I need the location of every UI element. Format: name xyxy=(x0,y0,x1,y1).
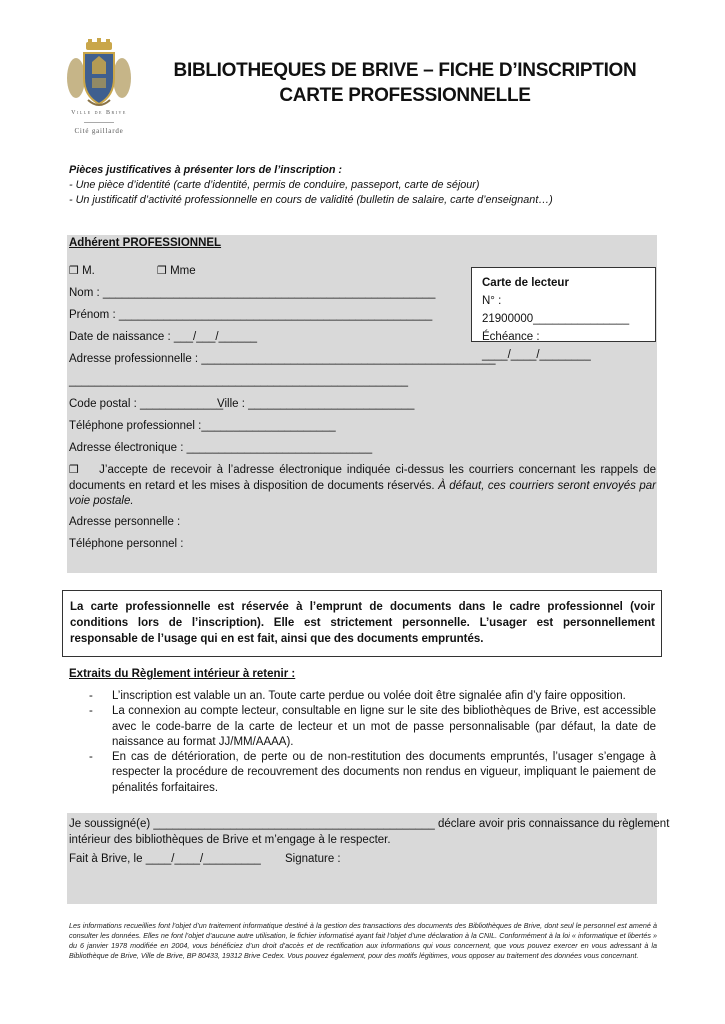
coat-of-arms-crest-icon xyxy=(62,38,136,112)
privacy-footer: Les informations recueillies font l’objet d’un traitement informatique destiné à la gestion des transactions des documents des Bibliothèques de Brive, dont seul le personnel est amené à consulter les données. Elles ne font l’objet d’aucune autre utilisation, le fichier informatisé ayant fait l’objet d’une déclaration à la CNIL. Conformément à la loi « informatique et libertés » du 6 janvier 1978 modifiée en 2004, vous bénéficiez d’un droit d’accès et de rectification aux informations qui vous concernent, que vous pouvez exercer en vous adressant à la Bibliothèque de Brive, Ville de Brive, BP 80433, 19312 Brive Cedex. Vous pouvez également, pour des motifs légitimes, vous opposer au traitement des données vous concernant. xyxy=(69,921,657,960)
rule-item xyxy=(69,704,656,750)
rules-list xyxy=(69,689,656,796)
member-section-title: Adhérent PROFESSIONNEL xyxy=(69,237,222,249)
declaration-line-1[interactable]: Je soussigné(e) ____________________________________________ déclare avoir pris connaissance du règlement xyxy=(69,818,670,830)
bullet-dash: - xyxy=(89,690,93,702)
field-date-naissance[interactable]: Date de naissance : ___/___/______ xyxy=(69,331,257,343)
field-code-postal[interactable]: Code postal : _____________ xyxy=(69,398,224,410)
required-document-item: - Une pièce d’identité (carte d’identité, permis de conduire, passeport, carte de séjour) xyxy=(69,179,480,191)
city-logo xyxy=(62,38,136,142)
email-consent xyxy=(69,462,656,510)
logo-divider xyxy=(84,122,114,123)
logo-city-name: Ville de Brive xyxy=(71,110,127,116)
checkbox-mrs[interactable]: ❒ xyxy=(157,264,167,277)
page-title xyxy=(150,58,660,108)
field-adresse-professionnelle-continued[interactable]: _____________________________________________________ xyxy=(69,375,408,387)
required-documents xyxy=(69,163,669,208)
rule-item xyxy=(69,689,656,704)
declaration-line-2: intérieur des bibliothèques de Brive et m’engage à le respecter. xyxy=(69,834,391,846)
rule-text: La connexion au compte lecteur, consultable en ligne sur le site des bibliothèques de Brive, est accessible avec le code-barre de la carte de lecteur et un mot de passe personnalisable (par défaut, la date de naissance au format JJ/MM/AAAA). xyxy=(112,705,656,748)
reader-card-expiry[interactable]: Échéance : ____/____/________ xyxy=(482,331,591,361)
field-adresse-professionnelle[interactable]: Adresse professionnelle : ______________________________________________ xyxy=(69,353,496,365)
label-mrs: Mme xyxy=(170,265,196,277)
field-telephone-personnel[interactable]: Téléphone personnel : xyxy=(69,538,184,550)
rule-text: L’inscription est valable un an. Toute carte perdue ou volée doit être signalée afin d’y faire opposition. xyxy=(112,690,626,702)
required-documents-heading: Pièces justificatives à présenter lors de l’inscription : xyxy=(69,164,343,176)
field-telephone-professionnel[interactable]: Téléphone professionnel :_____________________ xyxy=(69,420,336,432)
rule-item xyxy=(69,750,656,796)
field-signature[interactable]: Signature : xyxy=(285,853,341,865)
bullet-dash: - xyxy=(89,751,93,764)
logo-motto: Cité gaillarde xyxy=(74,127,124,135)
email-consent-fallback: À défaut, ces courriers seront envoyés par voie postale. xyxy=(69,479,656,507)
declaration xyxy=(69,816,670,848)
field-adresse-personnelle[interactable]: Adresse personnelle : xyxy=(69,516,181,528)
professional-card-notice: La carte professionnelle est réservée à l’emprunt de documents dans le cadre professionnel (voir conditions lors de l’inscription). Elle est strictement personnelle. L’usager est personnellement responsable de l’usage qui en est fait, ainsi que des documents empruntés. xyxy=(62,590,662,657)
reader-card-box xyxy=(471,267,656,361)
civility-row xyxy=(69,263,95,279)
required-document-item: - Un justificatif d’activité professionnelle en cours de validité (bulletin de salaire, carte d’enseignant…) xyxy=(69,194,553,206)
title-line-1: BIBLIOTHEQUES DE BRIVE – FICHE D’INSCRIPTION xyxy=(173,60,637,81)
field-fait-a-brive-date[interactable]: Fait à Brive, le ____/____/_________ xyxy=(69,853,261,865)
field-ville[interactable]: Ville : __________________________ xyxy=(217,398,415,410)
rules-title: Extraits du Règlement intérieur à retenir : xyxy=(69,668,296,680)
reader-card-number[interactable]: N° : 21900000_______________ xyxy=(482,295,630,325)
reader-card-title: Carte de lecteur xyxy=(482,277,569,289)
title-line-2: CARTE PROFESSIONNELLE xyxy=(279,85,531,106)
checkbox-mr[interactable]: ❒ xyxy=(69,264,79,277)
field-adresse-electronique[interactable]: Adresse électronique : _____________________________ xyxy=(69,442,373,454)
field-nom[interactable]: Nom : ____________________________________________________ xyxy=(69,287,436,299)
civility-row-mme xyxy=(157,263,196,279)
bullet-dash: - xyxy=(89,705,93,718)
field-prenom[interactable]: Prénom : _________________________________________________ xyxy=(69,309,433,321)
checkbox-email-consent[interactable]: ❒ xyxy=(69,463,79,476)
email-consent-text: J’accepte de recevoir à l’adresse électronique indiquée ci-dessus les courriers concernant les rappels de documents en retard et les mises à disposition de documents réservés. xyxy=(69,464,657,492)
label-mr: M. xyxy=(82,265,95,277)
rule-text: En cas de détérioration, de perte ou de non-restitution des documents empruntés, l’usager s’engage à respecter la procédure de recouvrement des documents non rendus en vigueur, impliquant le paiement de pénalités forfaitaires. xyxy=(112,751,656,794)
